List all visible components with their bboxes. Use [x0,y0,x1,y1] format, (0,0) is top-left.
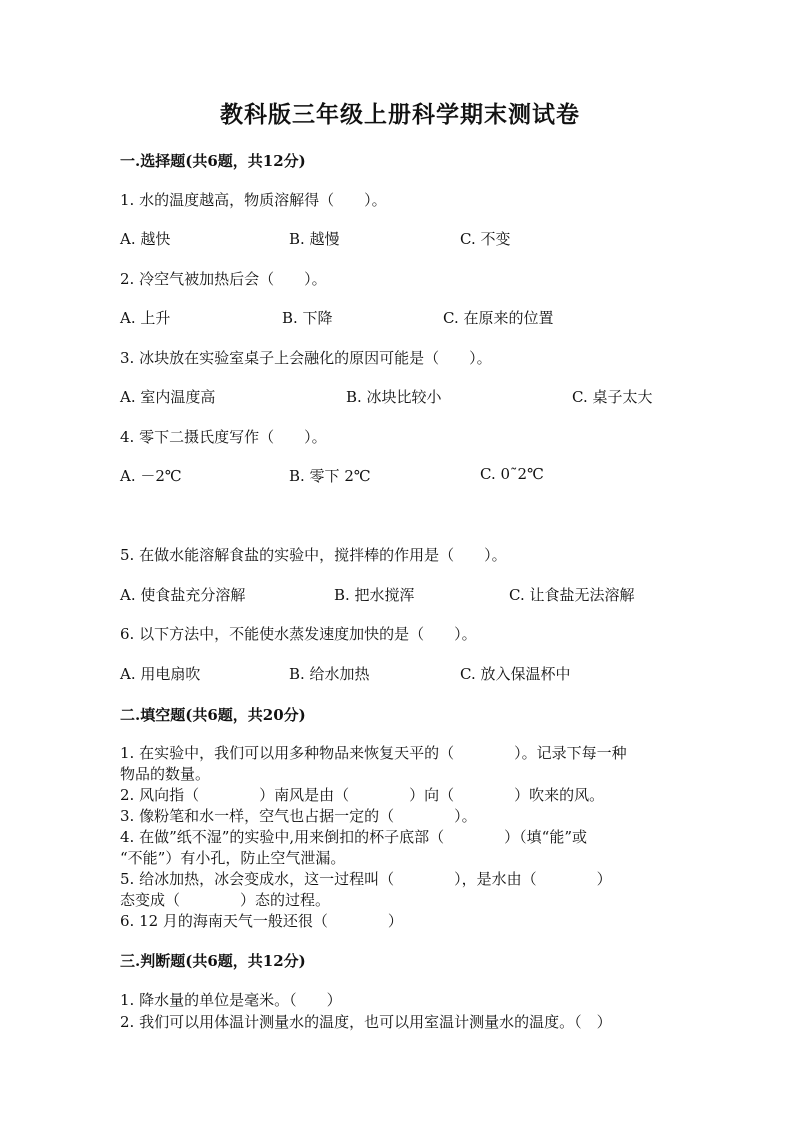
section-heading-choice: 一.选择题(共6题，共12分) [120,152,306,170]
option-c: C. 0˜2℃ [480,465,544,483]
question-stem: 4. 零下二摄氏度写作（ ）。 [120,428,327,446]
fill-line: 2. 风向指（ ）南风是由（ ）向（ ）吹来的风。 [120,786,605,804]
section-heading-true-false: 三.判断题(共6题，共12分) [120,952,306,970]
fill-line: “不能”）有小孔，防止空气泄漏。 [120,849,346,867]
question-stem: 3. 冰块放在实验室桌子上会融化的原因可能是（ ）。 [120,349,492,367]
option-c: C. 让食盐无法溶解 [509,586,635,604]
option-b: B. 冰块比较小 [346,388,442,406]
fill-line: 物品的数量。 [120,765,211,783]
option-a: A. 使食盐充分溶解 [120,586,246,604]
option-c: C. 不变 [460,230,511,248]
option-b: B. 零下 2℃ [289,467,371,485]
option-a: A. 上升 [120,309,171,327]
option-b: B. 越慢 [289,230,340,248]
fill-line: 态变成（ ）态的过程。 [120,891,331,909]
option-c: C. 桌子太大 [572,388,653,406]
question-stem: 1. 水的温度越高，物质溶解得（ ）。 [120,191,387,209]
option-a: A. －2℃ [120,467,182,485]
fill-line: 1. 在实验中，我们可以用多种物品来恢复天平的（ ）。记录下每一种 [120,744,627,762]
option-a: A. 室内温度高 [120,388,216,406]
fill-line: 5. 给冰加热，冰会变成水，这一过程叫（ ），是水由（ ） [120,870,612,888]
option-c: C. 在原来的位置 [443,309,554,327]
question-stem: 6. 以下方法中，不能使水蒸发速度加快的是（ ）。 [120,625,477,643]
fill-line: 4. 在做”纸不湿”的实验中,用来倒扣的杯子底部（ ）（填“能”或 [120,828,588,846]
option-c: C. 放入保温杯中 [460,665,571,683]
question-stem: 2. 冷空气被加热后会（ ）。 [120,270,327,288]
page-title: 教科版三年级上册科学期末测试卷 [220,101,580,128]
question-stem: 5. 在做水能溶解食盐的实验中，搅拌棒的作用是（ ）。 [120,546,507,564]
option-b: B. 给水加热 [289,665,370,683]
fill-line: 3. 像粉笔和水一样，空气也占据一定的（ ）。 [120,807,477,825]
judge-line: 1. 降水量的单位是毫米。（ ） [120,991,342,1009]
option-b: B. 下降 [282,309,333,327]
section-heading-fill-blank: 二.填空题(共6题，共20分) [120,706,306,724]
option-b: B. 把水搅浑 [334,586,415,604]
option-a: A. 用电扇吹 [120,665,201,683]
judge-line: 2. 我们可以用体温计测量水的温度，也可以用室温计测量水的温度。（ ） [120,1013,612,1031]
option-a: A. 越快 [120,230,171,248]
fill-line: 6. 12 月的海南天气一般还很（ ） [120,912,403,930]
